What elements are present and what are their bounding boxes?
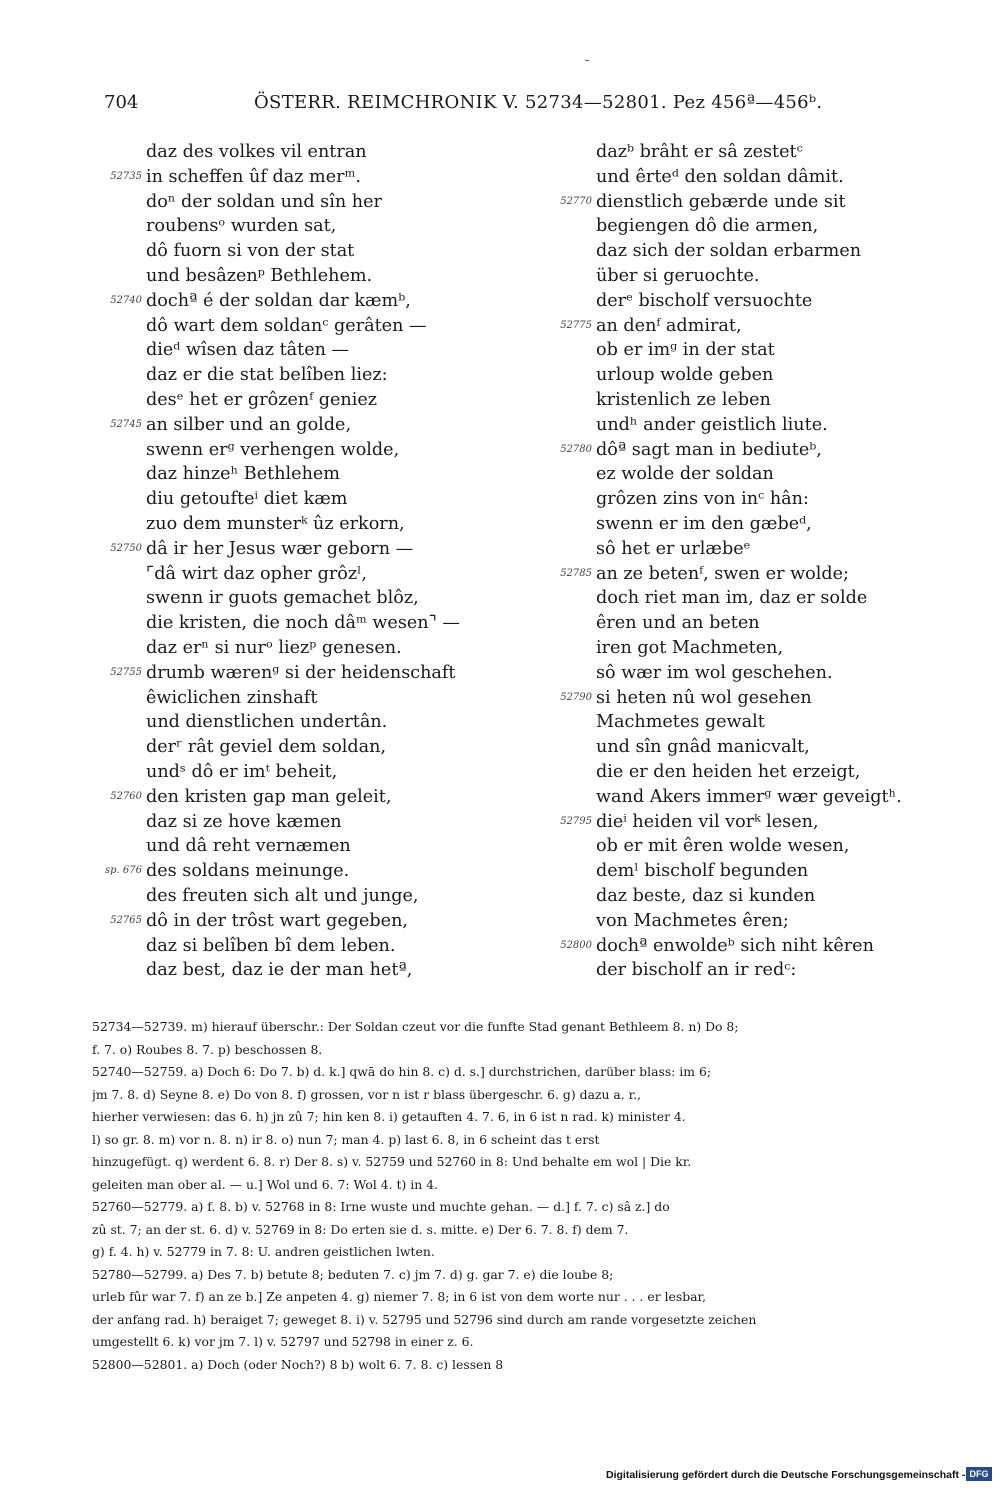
verse-line — [96, 958, 526, 983]
verse-line — [96, 462, 526, 487]
crop-mark — [585, 60, 589, 61]
verse-line — [546, 314, 966, 339]
verse-line — [96, 487, 526, 512]
verse-line — [96, 934, 526, 959]
verse-line — [546, 140, 966, 165]
verse-text: êren und an beten — [596, 613, 760, 634]
verse-line — [96, 834, 526, 859]
line-number: 52750 — [110, 542, 142, 554]
verse-line — [546, 239, 966, 264]
verse-line — [96, 512, 526, 537]
verse-line — [96, 710, 526, 735]
verse-line — [546, 289, 966, 314]
apparatus-line: f. 7. o) Roubes 8. 7. p) beschossen 8. — [92, 1041, 323, 1057]
verse-line — [546, 785, 966, 810]
verse-text: doch riet man im, daz er solde — [596, 588, 868, 609]
verse-line — [96, 388, 526, 413]
verse-text: dochª é der soldan dar kæmᵇ, — [146, 290, 411, 311]
verse-text: daz des volkes vil entran — [146, 142, 367, 162]
verse-line — [546, 562, 966, 587]
verse-line — [96, 785, 526, 810]
verse-text: undʰ ander geistlich liute. — [596, 414, 828, 435]
line-number: 52740 — [110, 294, 142, 306]
verse-line — [546, 611, 966, 636]
verse-line — [96, 338, 526, 363]
verse-line — [546, 884, 966, 909]
line-number: sp. 676 — [105, 865, 142, 877]
verse-line — [546, 214, 966, 239]
verse-line — [546, 586, 966, 611]
verse-text: swenn erᵍ verhengen wolde, — [146, 439, 400, 460]
verse-line — [546, 636, 966, 661]
verse-text: daz erⁿ si nurᵒ liezᵖ genesen. — [146, 637, 402, 658]
verse-text: ⌜dâ wirt daz opher grôzˡ, — [146, 563, 367, 584]
verse-line — [546, 165, 966, 190]
line-number: 52780 — [560, 443, 592, 455]
verse-text: dô fuorn si von der stat — [146, 241, 355, 262]
verse-line — [96, 686, 526, 711]
verse-text: dôª sagt man in bediuteᵇ, — [596, 439, 822, 460]
verse-text: iren got Machmeten, — [596, 637, 784, 658]
verse-text: von Machmetes êren; — [596, 910, 789, 931]
verse-line — [546, 735, 966, 760]
verse-text: doⁿ der soldan und sîn her — [146, 191, 382, 212]
verse-line — [546, 438, 966, 463]
verse-line — [546, 462, 966, 487]
verse-text: an ze betenᶠ, swen er wolde; — [596, 563, 849, 584]
verse-text: drumb wærenᵍ si der heidenschaft — [146, 662, 456, 683]
verse-text: die kristen, die noch dâᵐ wesen⌝ — — [146, 613, 461, 634]
verse-text: des soldans meinunge. — [146, 861, 350, 882]
verse-text: wand Akers immerᵍ wær geveigtʰ. — [596, 786, 902, 807]
verse-text: dochª enwoldeᵇ sich niht kêren — [596, 935, 874, 956]
verse-line — [546, 487, 966, 512]
line-number: 52745 — [110, 418, 142, 430]
verse-text: dieᵈ wîsen daz tâten — — [146, 340, 350, 361]
verse-column-left — [96, 140, 526, 983]
verse-line — [96, 562, 526, 587]
verse-text: derᵉ bischolf versuochte — [596, 290, 813, 311]
verse-line — [546, 338, 966, 363]
apparatus-line: hinzugefügt. q) werdent 6. 8. r) Der 8. s) v. 52759 und 52760 in 8: Und behalte em wol | Die kr. — [92, 1154, 692, 1169]
verse-line — [96, 438, 526, 463]
apparatus-line: 52740—52759. a) Doch 6: Do 7. b) d. k.] qwā do hin 8. c) d. s.] durchstrichen, darüber blass: im 6; — [92, 1064, 711, 1079]
verse-line — [546, 686, 966, 711]
verse-line — [546, 512, 966, 537]
verse-line — [546, 834, 966, 859]
verse-text: begiengen dô die armen, — [596, 216, 819, 237]
verse-text: derʳ rât geviel dem soldan, — [146, 737, 387, 758]
line-number: 52735 — [110, 170, 142, 182]
verse-text: sô het er urlæbeᵉ — [596, 538, 751, 559]
apparatus-line: geleiten man ober al. — u.] Wol und 6. 7: Wol 4. t) in 4. — [92, 1176, 438, 1192]
verse-line — [96, 537, 526, 562]
verse-text: diu getouftеⁱ diet kæm — [146, 489, 348, 510]
verse-line — [96, 586, 526, 611]
verse-text: swenn ir guots gemachet blôz, — [146, 588, 419, 609]
verse-text: êwiclichen zinshaft — [146, 687, 318, 708]
verse-line — [96, 909, 526, 934]
apparatus-line: der anfang rad. h) beraiget 7; geweget 8. i) v. 52795 und 52796 sind durch am rande vorgesetzte zeichen — [92, 1311, 757, 1327]
verse-text: swenn er im den gæbeᵈ, — [596, 513, 812, 534]
verse-text: in scheffen ûf daz merᵐ. — [146, 166, 361, 187]
verse-line — [96, 884, 526, 909]
verse-line — [96, 413, 526, 438]
line-number: 52775 — [560, 319, 592, 331]
verse-line — [96, 214, 526, 239]
line-number: 52800 — [560, 939, 592, 951]
verse-line — [96, 363, 526, 388]
verse-text: dô in der trôst wart gegeben, — [146, 910, 409, 931]
verse-text: daz sich der soldan erbarmen — [596, 241, 862, 262]
verse-line — [546, 264, 966, 289]
verse-text: desᵉ het er grôzenᶠ geniez — [146, 389, 378, 410]
verse-text: daz hinzeʰ Bethlehem — [146, 464, 340, 485]
critical-apparatus — [92, 1016, 964, 1376]
verse-line — [96, 735, 526, 760]
verse-line — [546, 363, 966, 388]
line-number: 52795 — [560, 815, 592, 827]
verse-line — [96, 760, 526, 785]
verse-text: und êrteᵈ den soldan dâmit. — [596, 166, 844, 187]
verse-text: zuo dem munsterᵏ ûz erkorn, — [146, 513, 405, 534]
verse-text: grôzen zins von inᶜ hân: — [596, 489, 809, 510]
verse-line — [96, 611, 526, 636]
verse-text: demˡ bischolf begunden — [596, 861, 809, 882]
verse-text: die er den heiden het erzeigt, — [596, 761, 861, 782]
apparatus-line: 52760—52779. a) f. 8. b) v. 52768 in 8: Irne wuste und muchte gehan. — d.] f. 7. c) sâ z.] do — [92, 1199, 670, 1214]
apparatus-line: 52780—52799. a) Des 7. b) betute 8; beduten 7. c) jm 7. d) g. gar 7. e) die loube 8; — [92, 1266, 614, 1282]
verse-line — [96, 165, 526, 190]
verse-text: si heten nû wol gesehen — [596, 687, 812, 708]
apparatus-line: g) f. 4. h) v. 52779 in 7. 8: U. andren geistlichen lwten. — [92, 1244, 435, 1259]
verse-text: dieⁱ heiden vil vorᵏ lesen, — [596, 811, 819, 832]
verse-text: an denᶠ admirat, — [596, 315, 742, 336]
apparatus-line: urleb fûr war 7. f) an ze b.] Ze anpeten 4. g) niemer 7. 8; in 6 ist von dem worte nur . . . er lesbar, — [92, 1289, 707, 1304]
apparatus-line: 52734—52739. m) hierauf überschr.: Der Soldan czeut vor die funfte Stad genant Bethleem 8. n) Do 8; — [92, 1019, 739, 1034]
verse-text: über si geruochte. — [596, 265, 760, 286]
verse-text: kristenlich ze leben — [596, 389, 771, 410]
dfg-logo: DFG — [966, 1467, 992, 1481]
verse-line — [96, 264, 526, 289]
verse-line — [546, 934, 966, 959]
verse-line — [546, 958, 966, 983]
verse-line — [546, 810, 966, 835]
verse-text: sô wær im wol geschehen. — [596, 662, 833, 683]
verse-text: dô wart dem soldanᶜ gerâten — — [146, 315, 427, 336]
funding-note: Digitalisierung gefördert durch die Deutsche Forschungsgemeinschaft - — [606, 1469, 966, 1481]
verse-text: an silber und an golde, — [146, 414, 352, 435]
verse-text: daz er die stat belîben liez: — [146, 365, 388, 386]
verse-line — [96, 190, 526, 215]
line-number: 52785 — [560, 567, 592, 579]
verse-column-right — [546, 140, 966, 983]
verse-text: den kristen gap man geleit, — [146, 786, 392, 807]
verse-text: dienstlich gebærde unde sit — [596, 191, 846, 212]
verse-text: daz beste, daz si kunden — [596, 885, 816, 906]
line-number: 52790 — [560, 691, 592, 703]
verse-line — [546, 413, 966, 438]
verse-line — [546, 388, 966, 413]
verse-text: und dâ reht vernæmen — [146, 836, 351, 857]
verse-text: daz si ze hove kæmen — [146, 811, 342, 832]
verse-text: und dienstlichen undertân. — [146, 712, 388, 733]
line-number: 52755 — [110, 666, 142, 678]
verse-line — [546, 661, 966, 686]
verse-line — [546, 190, 966, 215]
verse-line — [96, 636, 526, 661]
verse-text: dazᵇ brâht er sâ zestetᶜ — [596, 142, 803, 162]
apparatus-line: jm 7. 8. d) Seyne 8. e) Do von 8. f) grossen, vor n ist r blass übergeschr. 6. g) dazu a. r., — [92, 1086, 642, 1102]
line-number: 52760 — [110, 790, 142, 802]
apparatus-line: l) so gr. 8. m) vor n. 8. n) ir 8. o) nun 7; man 4. p) last 6. 8, in 6 scheint das t erst — [92, 1131, 600, 1147]
verse-line — [546, 537, 966, 562]
running-title: ÖSTERR. REIMCHRONIK V. 52734—52801. Pez 456ª—456ᵇ. — [254, 92, 823, 113]
page-header — [104, 92, 844, 116]
apparatus-line: zû st. 7; an der st. 6. d) v. 52769 in 8: Do erten sie d. s. mitte. e) Der 6. 7. 8. f) dem 7. — [92, 1221, 629, 1237]
apparatus-line: 52800—52801. a) Doch (oder Noch?) 8 b) wolt 6. 7. 8. c) lessen 8 — [92, 1356, 504, 1372]
verse-text: Machmetes gewalt — [596, 712, 765, 733]
verse-line — [96, 140, 526, 165]
line-number: 52770 — [560, 195, 592, 207]
apparatus-line: hierher verwiesen: das 6. h) jn zû 7; hin ken 8. i) getauften 4. 7. 6, in 6 ist n rad. k) minister 4. — [92, 1109, 686, 1124]
line-number: 52765 — [110, 914, 142, 926]
verse-text: der bischolf an ir redᶜ: — [596, 960, 797, 981]
verse-text: des freuten sich alt und junge, — [146, 885, 419, 906]
verse-line — [96, 289, 526, 314]
verse-line — [546, 909, 966, 934]
page-number: 704 — [104, 92, 139, 113]
verse-line — [546, 859, 966, 884]
verse-text: urloup wolde geben — [596, 365, 774, 386]
verse-text: roubensᵒ wurden sat, — [146, 216, 337, 237]
verse-text: ez wolde der soldan — [596, 464, 774, 485]
verse-line — [546, 760, 966, 785]
verse-line — [96, 810, 526, 835]
verse-line — [96, 239, 526, 264]
apparatus-line: umgestellt 6. k) vor jm 7. l) v. 52797 und 52798 in einer z. 6. — [92, 1334, 474, 1349]
verse-text: ob er imᵍ in der stat — [596, 340, 775, 361]
verse-line — [96, 661, 526, 686]
verse-text: ob er mit êren wolde wesen, — [596, 836, 850, 857]
verse-text: undˢ dô er imᵗ beheit, — [146, 761, 338, 782]
verse-text: daz best, daz ie der man hetª, — [146, 960, 413, 981]
verse-line — [96, 314, 526, 339]
verse-text: und sîn gnâd manicvalt, — [596, 737, 810, 758]
verse-line — [96, 859, 526, 884]
verse-text: dâ ir her Jesus wær geborn — — [146, 538, 414, 559]
verse-line — [546, 710, 966, 735]
verse-text: daz si belîben bî dem leben. — [146, 935, 396, 956]
verse-text: und besâzenᵖ Bethlehem. — [146, 265, 373, 286]
